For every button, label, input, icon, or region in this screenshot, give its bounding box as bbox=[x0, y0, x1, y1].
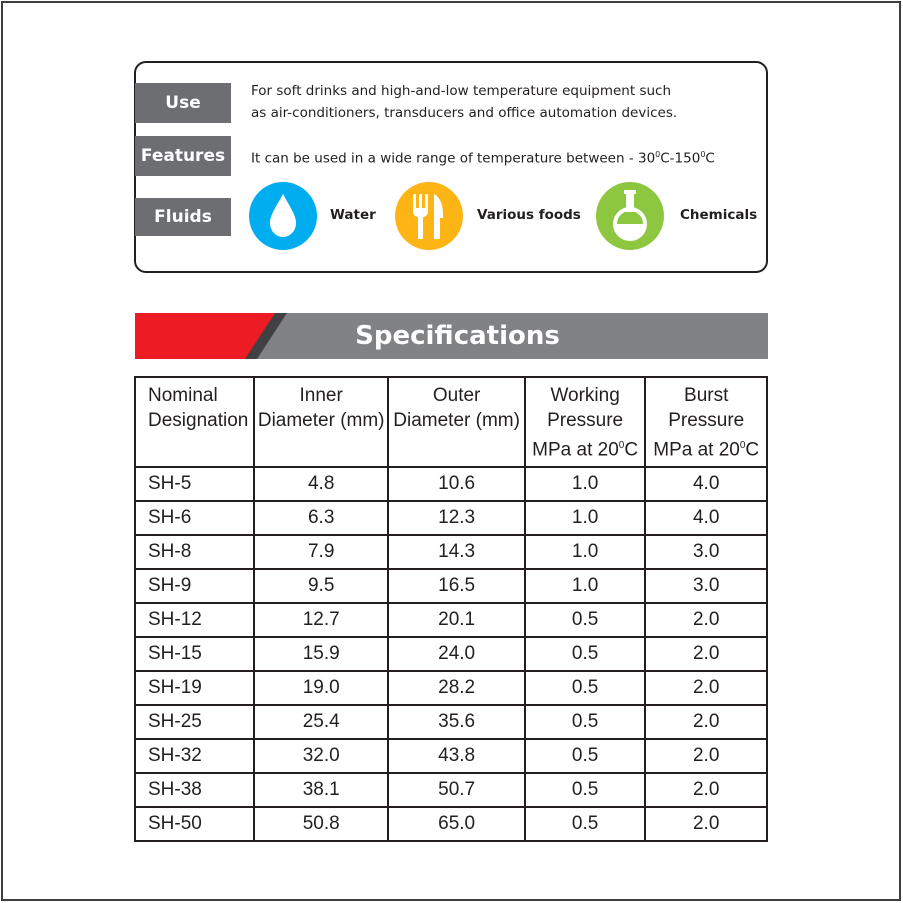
header-line: Diameter (mm) bbox=[257, 410, 385, 431]
cell-outer-diameter: 65.0 bbox=[388, 807, 524, 841]
header-line: Outer bbox=[432, 385, 481, 406]
header-unit: MPa at 20 bbox=[532, 439, 619, 461]
fluid-label-various-foods: Various foods bbox=[477, 207, 581, 223]
cell-outer-diameter: 24.0 bbox=[388, 637, 524, 671]
cell-outer-diameter: 16.5 bbox=[388, 569, 524, 603]
header-line: Inner bbox=[299, 385, 343, 406]
cell-inner-diameter: 7.9 bbox=[254, 535, 388, 569]
table-row bbox=[135, 467, 767, 501]
features-description bbox=[251, 144, 715, 170]
cell-outer-diameter: 43.8 bbox=[388, 739, 524, 773]
cell-inner-diameter: 15.9 bbox=[254, 637, 388, 671]
cell-burst-pressure: 2.0 bbox=[645, 671, 767, 705]
cell-working-pressure: 1.0 bbox=[525, 467, 646, 501]
cell-working-pressure: 0.5 bbox=[525, 603, 646, 637]
cell-outer-diameter: 50.7 bbox=[388, 773, 524, 807]
table-row bbox=[135, 773, 767, 807]
use-description bbox=[251, 80, 751, 124]
header-inner-diameter bbox=[254, 377, 388, 467]
cell-inner-diameter: 50.8 bbox=[254, 807, 388, 841]
table-row bbox=[135, 637, 767, 671]
flask-icon bbox=[596, 182, 664, 250]
features-text-mid: C-150 bbox=[660, 150, 701, 167]
table-row bbox=[135, 671, 767, 705]
cell-inner-diameter: 25.4 bbox=[254, 705, 388, 739]
cell-inner-diameter: 12.7 bbox=[254, 603, 388, 637]
cell-outer-diameter: 28.2 bbox=[388, 671, 524, 705]
header-line: Diameter (mm) bbox=[393, 410, 520, 431]
cell-burst-pressure: 2.0 bbox=[645, 603, 767, 637]
features-text-suffix: C bbox=[705, 150, 715, 167]
cell-working-pressure: 0.5 bbox=[525, 671, 646, 705]
cell-outer-diameter: 35.6 bbox=[388, 705, 524, 739]
header-line: Pressure bbox=[668, 410, 745, 431]
cell-outer-diameter: 14.3 bbox=[388, 535, 524, 569]
fluids-tag: Fluids bbox=[135, 198, 231, 236]
cell-designation: SH-9 bbox=[135, 569, 254, 603]
cell-working-pressure: 1.0 bbox=[525, 535, 646, 569]
header-line: Nominal bbox=[148, 385, 218, 406]
cell-burst-pressure: 2.0 bbox=[645, 807, 767, 841]
cell-designation: SH-32 bbox=[135, 739, 254, 773]
features-text-prefix: It can be used in a wide range of temperature between - 30 bbox=[251, 150, 656, 167]
cell-designation: SH-50 bbox=[135, 807, 254, 841]
table-header-row bbox=[135, 377, 767, 467]
table-row bbox=[135, 739, 767, 773]
specifications-title: Specifications bbox=[355, 321, 560, 351]
water-drop-icon bbox=[249, 182, 317, 250]
cell-working-pressure: 0.5 bbox=[525, 705, 646, 739]
cell-designation: SH-19 bbox=[135, 671, 254, 705]
header-unit: MPa at 20 bbox=[653, 439, 740, 461]
header-line: Burst bbox=[684, 385, 729, 406]
table-row bbox=[135, 603, 767, 637]
header-line bbox=[526, 433, 645, 462]
fork-knife-icon bbox=[395, 182, 463, 250]
cell-burst-pressure: 4.0 bbox=[645, 467, 767, 501]
cell-inner-diameter: 19.0 bbox=[254, 671, 388, 705]
header-line: Working bbox=[550, 385, 620, 406]
degree-superscript: 0 bbox=[739, 440, 746, 451]
cell-inner-diameter: 38.1 bbox=[254, 773, 388, 807]
cell-outer-diameter: 12.3 bbox=[388, 501, 524, 535]
cell-outer-diameter: 20.1 bbox=[388, 603, 524, 637]
use-line-2: as air-conditioners, transducers and office automation devices. bbox=[251, 105, 678, 121]
cell-burst-pressure: 3.0 bbox=[645, 569, 767, 603]
cell-designation: SH-8 bbox=[135, 535, 254, 569]
cell-working-pressure: 1.0 bbox=[525, 569, 646, 603]
fluid-label-water: Water bbox=[330, 207, 376, 223]
header-line: Designation bbox=[148, 410, 249, 431]
table-row bbox=[135, 501, 767, 535]
cell-working-pressure: 0.5 bbox=[525, 807, 646, 841]
header-line bbox=[646, 433, 766, 462]
fluid-label-chemicals: Chemicals bbox=[680, 207, 758, 223]
cell-burst-pressure: 2.0 bbox=[645, 739, 767, 773]
use-tag: Use bbox=[135, 83, 231, 123]
table-body bbox=[135, 467, 767, 841]
cell-working-pressure: 1.0 bbox=[525, 501, 646, 535]
features-tag: Features bbox=[135, 136, 231, 176]
table-row bbox=[135, 807, 767, 841]
header-unit-suffix: C bbox=[624, 439, 639, 461]
cell-designation: SH-38 bbox=[135, 773, 254, 807]
cell-inner-diameter: 4.8 bbox=[254, 467, 388, 501]
cell-outer-diameter: 10.6 bbox=[388, 467, 524, 501]
cell-inner-diameter: 9.5 bbox=[254, 569, 388, 603]
degree-superscript: 0 bbox=[700, 150, 706, 159]
cell-working-pressure: 0.5 bbox=[525, 773, 646, 807]
header-outer-diameter bbox=[388, 377, 524, 467]
specifications-table bbox=[134, 376, 768, 842]
cell-designation: SH-25 bbox=[135, 705, 254, 739]
cell-burst-pressure: 3.0 bbox=[645, 535, 767, 569]
degree-superscript: 0 bbox=[618, 440, 625, 451]
header-burst-pressure bbox=[645, 377, 767, 467]
header-unit-suffix: C bbox=[745, 439, 760, 461]
header-working-pressure bbox=[525, 377, 646, 467]
table-row bbox=[135, 705, 767, 739]
cell-working-pressure: 0.5 bbox=[525, 637, 646, 671]
use-line-1: For soft drinks and high-and-low temperature equipment such bbox=[251, 83, 672, 99]
cell-designation: SH-15 bbox=[135, 637, 254, 671]
table-row bbox=[135, 569, 767, 603]
table-row bbox=[135, 535, 767, 569]
header-nominal-designation bbox=[135, 377, 254, 467]
cell-designation: SH-12 bbox=[135, 603, 254, 637]
header-line: Pressure bbox=[547, 410, 624, 431]
cell-inner-diameter: 32.0 bbox=[254, 739, 388, 773]
cell-burst-pressure: 2.0 bbox=[645, 637, 767, 671]
cell-designation: SH-5 bbox=[135, 467, 254, 501]
degree-superscript: 0 bbox=[655, 150, 661, 159]
cell-burst-pressure: 2.0 bbox=[645, 705, 767, 739]
cell-designation: SH-6 bbox=[135, 501, 254, 535]
cell-inner-diameter: 6.3 bbox=[254, 501, 388, 535]
cell-burst-pressure: 4.0 bbox=[645, 501, 767, 535]
cell-working-pressure: 0.5 bbox=[525, 739, 646, 773]
cell-burst-pressure: 2.0 bbox=[645, 773, 767, 807]
